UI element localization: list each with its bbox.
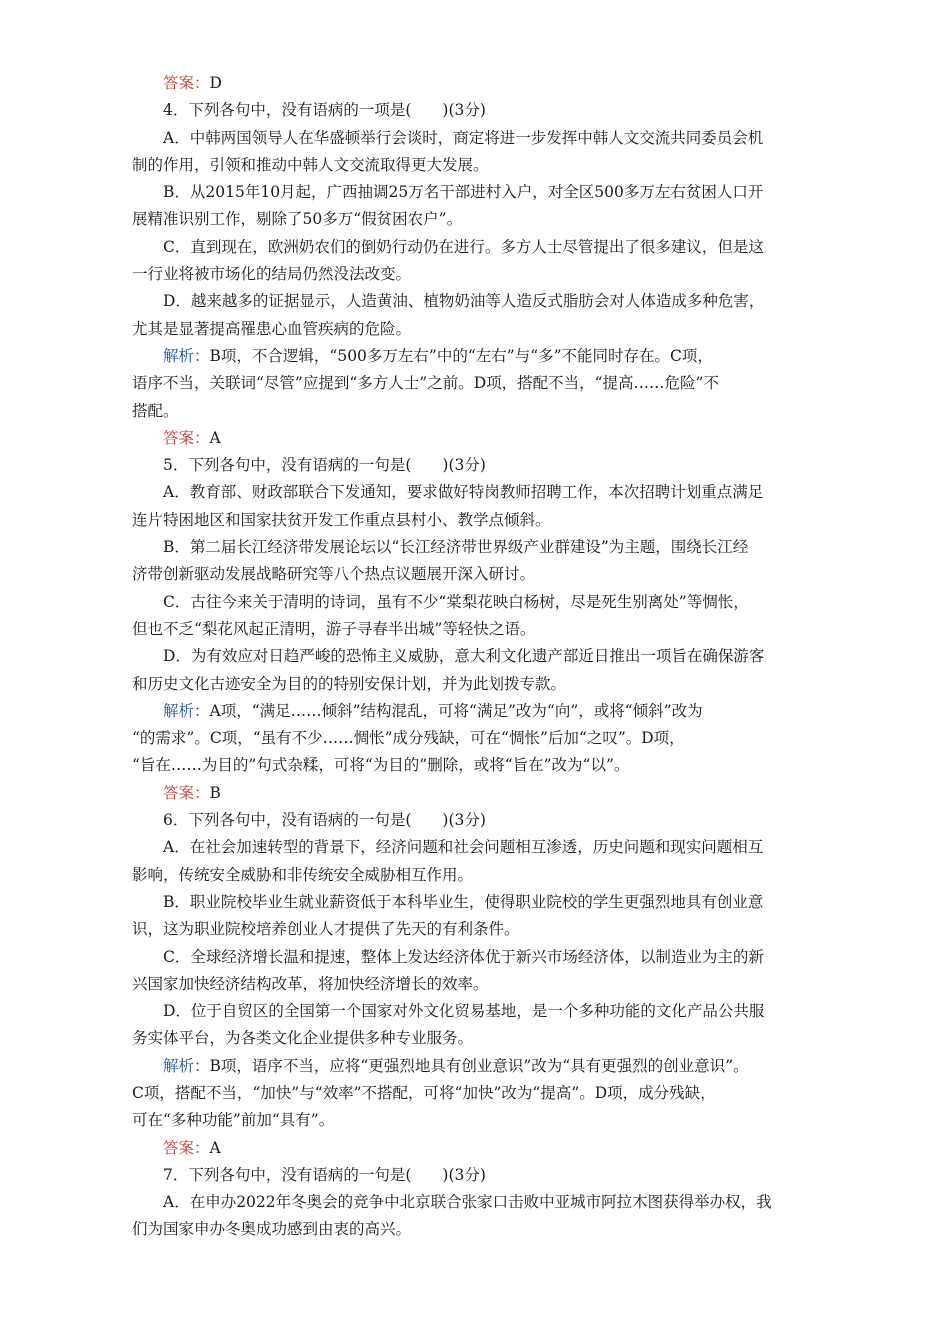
option-b-q4-line2: 展精准识别工作，剔除了50多万“假贫困农户”。 <box>132 210 463 229</box>
answer-value: A <box>209 428 221 447</box>
answer-label: 答案： <box>163 783 210 802</box>
option-b-q4-line1: B．从2015年10月起，广西抽调25万名干部进村入户，对全区500多万左右贫困人口开 <box>163 183 764 202</box>
option-a-q5-line1: A．教育部、财政部联合下发通知，要求做好特岗教师招聘工作，本次招聘计划重点满足 <box>163 483 764 502</box>
option-a-q7-line2: 们为国家申办冬奥成功感到由衷的高兴。 <box>132 1220 412 1239</box>
analysis-q5-line2: “的需求”。C项，“虽有不少……惆怅”成分残缺，可在“惆怅”后加“之叹”。D项， <box>132 729 685 748</box>
analysis-label: 解析： <box>163 346 210 365</box>
option-c-q6-line2: 兴国家加快经济结构改革，将加快经济增长的效率。 <box>132 974 489 993</box>
question-stem-q6: 6．下列各句中，没有语病的一句是( )(3分) <box>163 811 486 830</box>
question-stem-q7: 7．下列各句中，没有语病的一句是( )(3分) <box>163 1165 486 1184</box>
option-b-q6-line1: B．职业院校毕业生就业薪资低于本科毕业生，使得职业院校的学生更强烈地具有创业意 <box>163 892 764 911</box>
answer-label: 答案： <box>163 1138 210 1157</box>
question-stem-q4: 4．下列各句中，没有语病的一项是( )(3分) <box>163 101 486 120</box>
analysis-q4-line3: 搭配。 <box>132 401 179 420</box>
option-d-q4-line1: D．越来越多的证据显示，人造黄油、植物奶油等人造反式脂肪会对人体造成多种危害， <box>163 292 765 311</box>
option-d-q4-line2: 尤其是显著提高罹患心血管疾病的危险。 <box>132 319 412 338</box>
analysis-q6-line2: C项，搭配不当，“加快”与“效率”不搭配，可将“加快”改为“提高”。D项，成分残缺， <box>132 1083 716 1102</box>
analysis-q5-line1 <box>132 698 814 725</box>
option-b-q6-line2: 识，这为职业院校培养创业人才提供了先天的有利条件。 <box>132 920 520 939</box>
option-a-q7-line1: A．在申办2022年冬奥会的竞争中北京联合张家口击败中亚城市阿拉木图获得举办权，我 <box>163 1193 772 1212</box>
answer-value: D <box>209 74 222 92</box>
option-c-q4-line2: 一行业将被市场化的结局仍然没法改变。 <box>132 265 412 284</box>
option-d-q6-line2: 务实体平台，为各类文化企业提供多种专业服务。 <box>132 1029 474 1048</box>
answer-line-q3 <box>132 70 814 97</box>
analysis-q4-line2: 语序不当，关联词“尽管”应提到“多方人士”之前。D项，搭配不当，“提高……危险”不 <box>132 374 719 393</box>
analysis-q5-line3: “旨在……为目的”句式杂糅，可将“为目的”删除，或将“旨在”改为“以”。 <box>132 756 630 775</box>
analysis-text: A项，“满足……倾斜”结构混乱，可将“满足”改为“向”，或将“倾斜”改为 <box>209 701 703 720</box>
option-b-q5-line1: B．第二届长江经济带发展论坛以“长江经济带世界级产业群建设”为主题，围绕长江经 <box>163 538 749 557</box>
analysis-label: 解析： <box>163 701 210 720</box>
answer-value: B <box>209 783 221 802</box>
answer-label: 答案： <box>163 428 210 447</box>
answer-label: 答案： <box>163 74 210 92</box>
option-b-q5-line2: 济带创新驱动发展战略研究等八个热点议题展开深入研讨。 <box>132 565 536 584</box>
analysis-text: B项，不合逻辑，“500多万左右”中的“左右”与“多”不能同时存在。C项， <box>209 346 713 365</box>
answer-line-q5 <box>132 780 814 807</box>
analysis-q6-line3: 可在“多种功能”前加“具有”。 <box>132 1111 335 1130</box>
option-a-q6-line2: 影响，传统安全威胁和非传统安全威胁相互作用。 <box>132 865 474 884</box>
option-c-q4-line1: C．直到现在，欧洲奶农们的倒奶行动仍在进行。多方人士尽管提出了很多建议，但是这 <box>163 237 764 256</box>
analysis-label: 解析： <box>163 1056 210 1075</box>
answer-line-q6 <box>132 1135 814 1162</box>
option-c-q6-line1: C．全球经济增长温和提速，整体上发达经济体优于新兴市场经济体，以制造业为主的新 <box>163 947 764 966</box>
option-d-q5-line1: D．为有效应对日趋严峻的恐怖主义威胁，意大利文化遗产部近日推出一项旨在确保游客 <box>163 647 765 666</box>
option-d-q6-line1: D．位于自贸区的全国第一个国家对外文化贸易基地，是一个多种功能的文化产品公共服 <box>163 1002 765 1021</box>
answer-value: A <box>209 1138 221 1157</box>
option-a-q4-line1: A．中韩两国领导人在华盛顿举行会谈时，商定将进一步发挥中韩人文交流共同委员会机 <box>163 128 764 147</box>
option-d-q5-line2: 和历史文化古迹安全为目的的特别安保计划，并为此划拨专款。 <box>132 674 567 693</box>
question-stem-q5: 5．下列各句中，没有语病的一句是( )(3分) <box>163 456 486 475</box>
option-c-q5-line2: 但也不乏“梨花风起正清明，游子寻春半出城”等轻快之语。 <box>132 619 536 638</box>
option-a-q6-line1: A．在社会加速转型的背景下，经济问题和社会问题相互渗透，历史问题和现实问题相互 <box>163 838 764 857</box>
analysis-q6-line1 <box>132 1053 814 1080</box>
analysis-text: B项，语序不当，应将“更强烈地具有创业意识”改为“具有更强烈的创业意识”。 <box>209 1056 749 1075</box>
option-a-q5-line2: 连片特困地区和国家扶贫开发工作重点县村小、教学点倾斜。 <box>132 510 551 529</box>
option-a-q4-line2: 制的作用，引领和推动中韩人文交流取得更大发展。 <box>132 155 489 174</box>
answer-line-q4 <box>132 425 814 452</box>
option-c-q5-line1: C．古往今来关于清明的诗词，虽有不少“棠梨花映白杨树，尽是死生别离处”等惆怅， <box>163 592 749 611</box>
analysis-q4-line1 <box>132 343 814 370</box>
